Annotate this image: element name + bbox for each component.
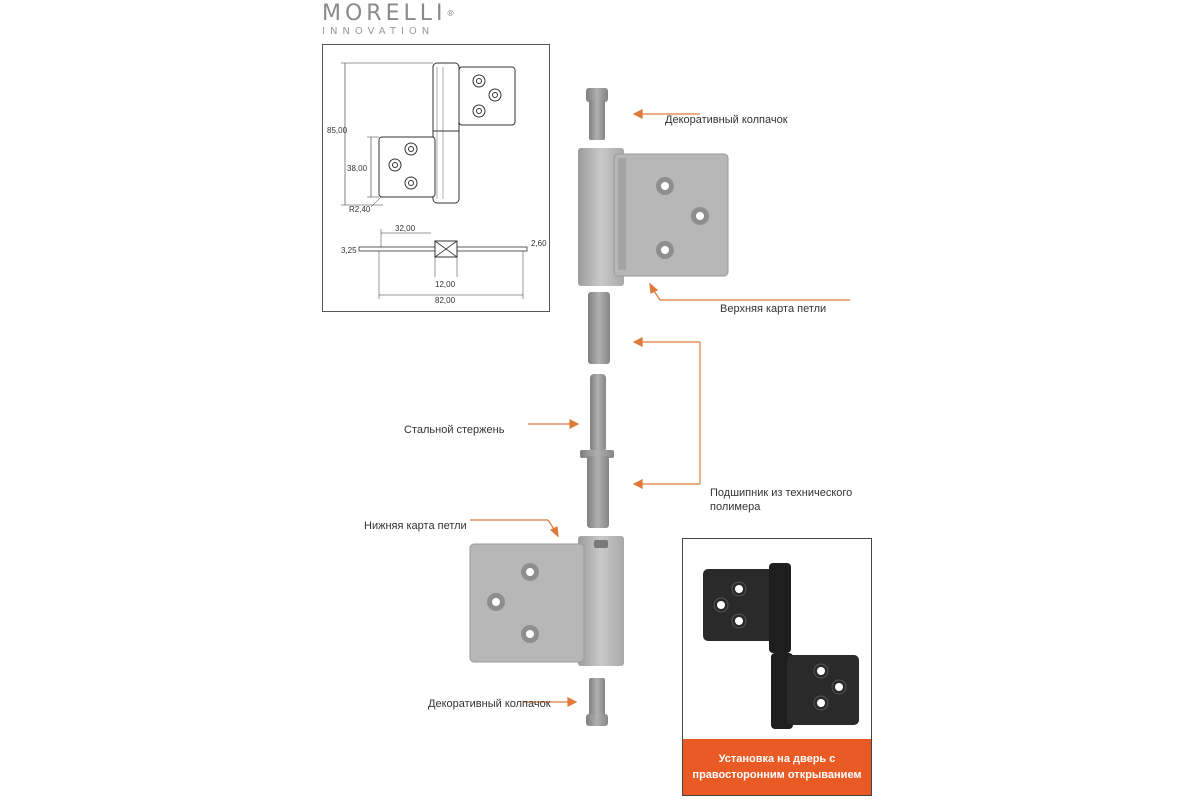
arrow-steel-rod [528,420,578,428]
top-decorative-cap [586,88,608,140]
label-upper-card: Верхняя карта петли [720,303,827,315]
inset-caption-line1: Установка на дверь с [718,753,836,765]
dim-thickness-right: 2,60 [531,239,547,248]
upper-bearing [588,292,610,364]
label-bottom-cap: Декоративный колпачок [428,698,551,710]
label-steel-rod: Стальной стержень [404,424,505,436]
dim-height-total: 85,00 [327,126,348,135]
arrow-bearing [634,338,700,488]
logo-trademark: ® [446,9,455,18]
lower-hinge-card [470,536,624,666]
dim-height-card: 38,00 [347,164,368,173]
inset-caption-banner [683,739,871,795]
label-lower-card: Нижняя карта петли [364,520,467,532]
dim-width-card: 32,00 [395,224,416,233]
inset-caption-line2: правосторонним открыванием [692,769,862,781]
arrow-upper-card [650,284,850,300]
black-hinge-inset [682,538,872,796]
arrow-lower-card [470,520,558,536]
dim-width-total: 82,00 [435,296,456,305]
label-bearing-line2: полимера [710,501,761,513]
label-bearing-line1: Подшипник из технического [710,487,853,499]
upper-hinge-card [578,148,728,286]
bottom-decorative-cap [586,678,608,726]
logo-tagline: INNOVATION [322,26,435,37]
steel-rod [580,374,614,528]
label-top-cap: Декоративный колпачок [665,114,788,126]
dim-radius: R2,40 [349,205,371,214]
logo-name: MORELLI [322,1,447,26]
dim-knuckle: 12,00 [435,280,456,289]
dim-thickness-left: 3,25 [341,246,357,255]
black-hinge-illustration [683,539,872,739]
